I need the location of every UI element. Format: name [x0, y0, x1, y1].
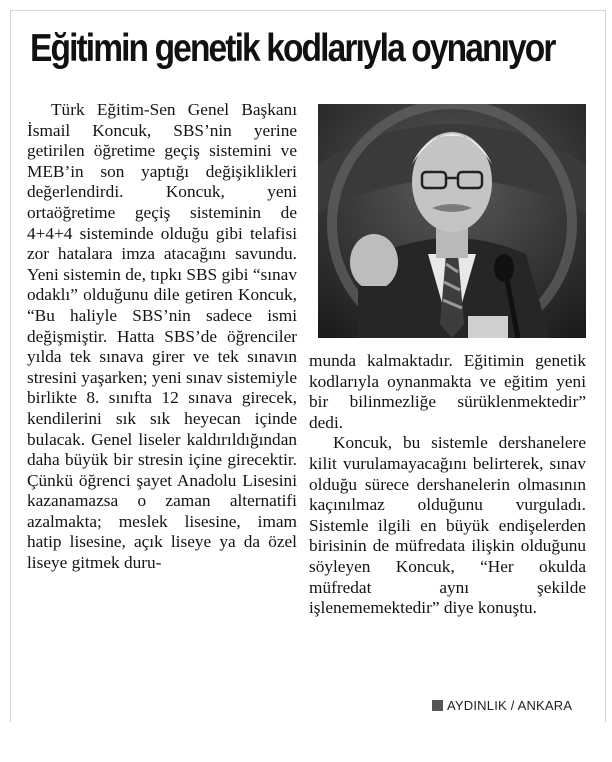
- article-paragraph-1: Türk Eğitim-Sen Genel Başkanı İsmail Koncuk, SBS’nin yerine getirilen öğretime geçiş sistemini ve MEB’in son yaptığı değişiklikleri değerlendirdi. Koncuk, yeni ortaöğretime geçiş sisteminin de 4+4+4 sisteminde olduğu gibi telafisi zor hatalara imza atacağını savundu. Yeni sistemin de, tıpkı SBS gibi “sınav odaklı” olduğunu dile getiren Koncuk, “Bu haliyle SBS’nin sadece ismi değişmiştir. Hatta SBS’de öğrenciler yılda tek sınava girer ve tek sınavın stresini yaşarken; yeni sınav sistemiyle birlikte 8. sınıfta 12 sınava girecek, kendilerini sık sık heyecan içinde bulacak. Genel liseler kaldırıldığından daha büyük bir stresin içine girecektir. Çünkü öğrenci şayet Anadolu Lisesini kazanamazsa o zaman alternatifi azalmakta; meslek lisesine, imam hatip lisesine, açık liseye ya da özel liseye gitmek duru-: [27, 100, 297, 573]
- speaker-photo: [318, 104, 586, 338]
- clipping-right-rule: [605, 10, 606, 722]
- square-bullet-icon: [432, 700, 443, 711]
- clipping-top-rule: [10, 10, 606, 11]
- source-credit: [432, 697, 572, 715]
- article-paragraph-1-continued: munda kalmaktadır. Eğitimin genetik kodlarıyla oynanmakta ve eğitim yeni bir bilinmezliğe sürüklenmektedir” dedi.: [309, 351, 586, 432]
- speaker-photo-illustration: [318, 104, 586, 338]
- article-headline: Eğitimin genetik kodlarıyla oynanıyor: [30, 27, 555, 70]
- article-column-right: [309, 351, 586, 619]
- source-credit-text: AYDINLIK / ANKARA: [447, 698, 573, 713]
- article-column-left: [27, 100, 297, 574]
- clipping-left-rule: [10, 10, 11, 722]
- article-paragraph-2: Koncuk, bu sistemle dershanelere kilit vurulamayacağını belirterek, sınav olduğu sürece dershanelerin olmasının kaçınılmaz olduğunu vurguladı. Sistemle ilgili en büyük endişelerden birisinin de müfredata ilişkin olduğunu söyleyen Koncuk, “Her okulda müfredat aynı şekilde işlenememektedir” diye konuştu.: [309, 433, 586, 618]
